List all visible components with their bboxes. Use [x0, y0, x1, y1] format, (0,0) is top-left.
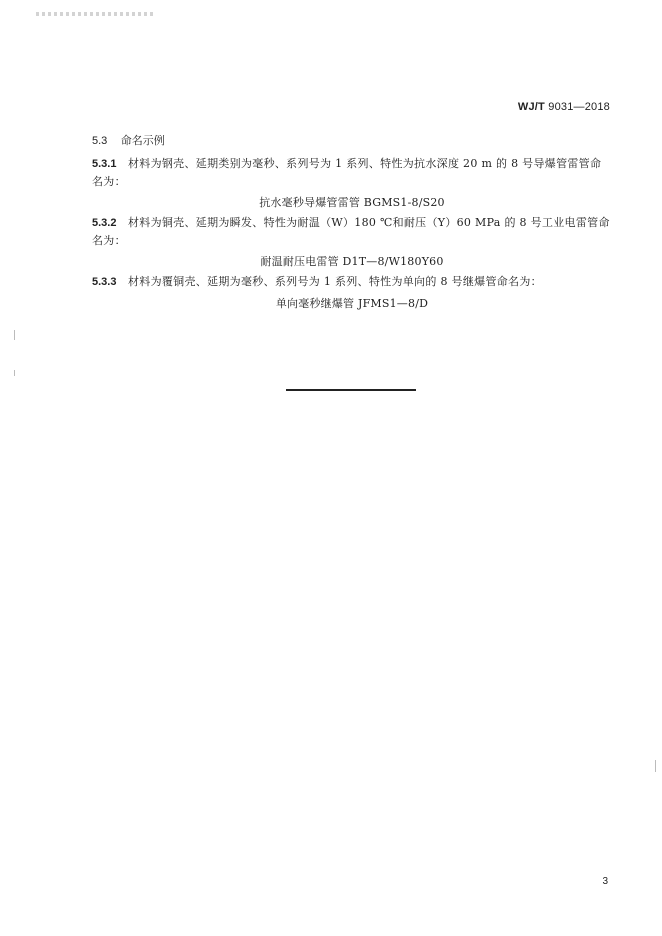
clause-text: 材料为铜壳、延期为瞬发、特性为耐温（W）180 ℃和耐压（Y）60 MPa 的 8 号工业电雷管命名为：: [92, 216, 610, 247]
document-body: [92, 132, 612, 315]
page-number: 3: [602, 876, 608, 887]
section-heading: [92, 132, 612, 150]
clause-text: 材料为覆铜壳、延期为毫秒、系列号为 1 系列、特性为单向的 8 号继爆管命名为：: [127, 275, 542, 288]
clause-number: 5.3.3: [92, 276, 117, 288]
scan-speck: [14, 370, 15, 376]
naming-example: 单向毫秒继爆管 JFMS1—8/D: [275, 297, 429, 310]
clause-5-3-2: [92, 214, 612, 249]
clause-text: 材料为钢壳、延期类别为毫秒、系列号为 1 系列、特性为抗水深度 20 m 的 8 号导爆管雷管命名为：: [92, 157, 602, 188]
end-of-document-rule: [286, 389, 416, 391]
clause-number: 5.3.2: [92, 217, 117, 229]
scan-speck: [14, 330, 15, 340]
standard-number: 9031—2018: [548, 101, 610, 113]
clause-number: 5.3.1: [92, 158, 117, 170]
section-number: 5.3: [92, 135, 108, 147]
standard-code-header: [518, 101, 610, 113]
scan-speck: [655, 760, 656, 772]
naming-example: 抗水毫秒导爆管雷管 BGMS1-8/S20: [259, 196, 445, 209]
section-title: 命名示例: [120, 134, 165, 147]
standard-prefix: WJ/T: [517, 101, 545, 113]
clause-5-3-3: [92, 273, 612, 291]
scan-artifact: [36, 12, 156, 16]
clause-5-3-1: [92, 155, 612, 190]
naming-example: 耐温耐压电雷管 D1T—8/W180Y60: [260, 255, 444, 268]
